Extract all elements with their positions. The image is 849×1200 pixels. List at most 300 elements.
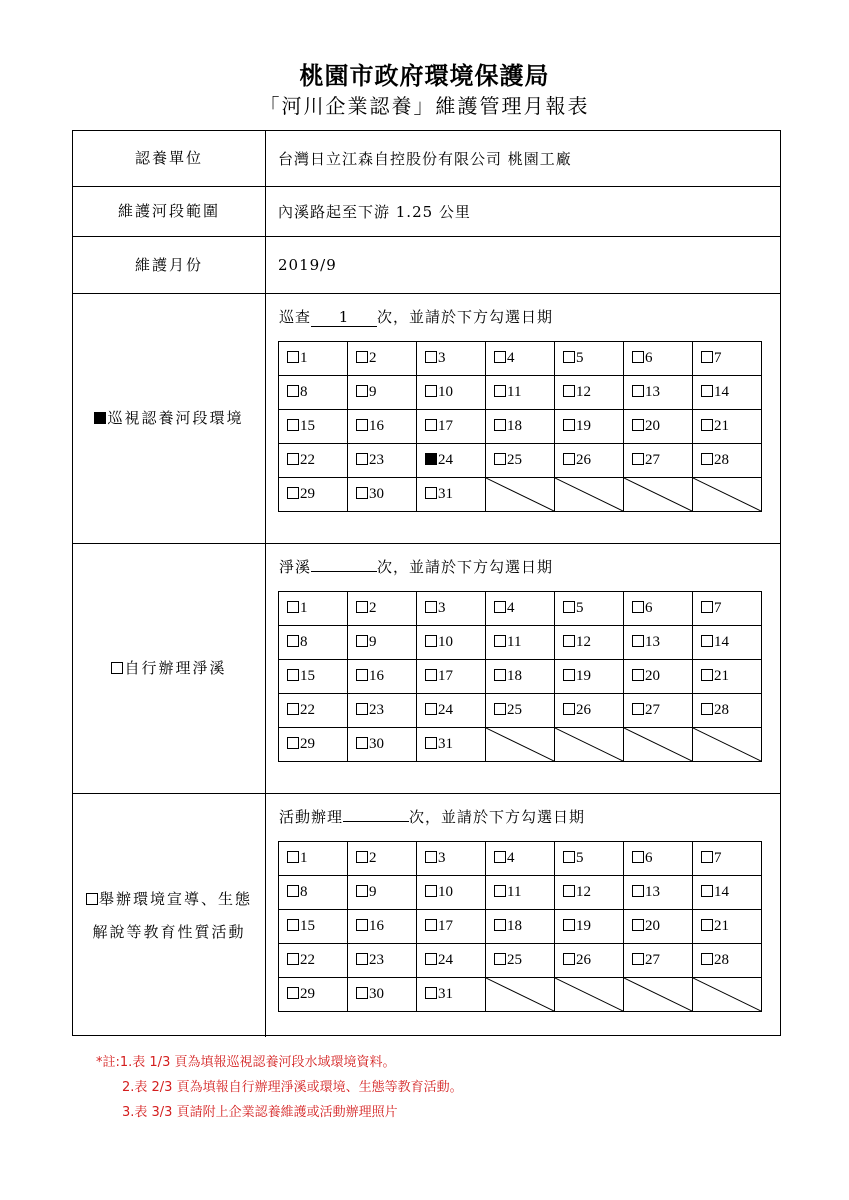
day-checkbox[interactable]: [425, 385, 437, 397]
page-subtitle: 「河川企業認養」維護管理月報表: [259, 94, 590, 118]
day-checkbox[interactable]: [632, 453, 644, 465]
day-label: 30: [369, 486, 384, 502]
patrol-day-17[interactable]: [417, 410, 486, 444]
day-label: 12: [576, 634, 591, 650]
day-checkbox[interactable]: [425, 487, 437, 499]
day-checkbox[interactable]: [287, 703, 299, 715]
day-checkbox[interactable]: [425, 601, 437, 613]
patrol-day-29[interactable]: [279, 478, 348, 512]
day-checkbox[interactable]: [701, 919, 713, 931]
day-label: 29: [300, 486, 315, 502]
day-checkbox[interactable]: [563, 669, 575, 681]
patrol-day-6[interactable]: [624, 342, 693, 376]
day-label: 8: [300, 384, 308, 400]
day-label: 7: [714, 350, 722, 366]
river-range-value[interactable]: 內溪路起至下游 1.25 公里: [278, 203, 471, 221]
cleanup-day-29[interactable]: [279, 728, 348, 762]
day-checkbox[interactable]: [287, 987, 299, 999]
patrol-day-21[interactable]: [693, 410, 762, 444]
day-checkbox[interactable]: [425, 737, 437, 749]
patrol-day-22[interactable]: [279, 444, 348, 478]
education-day-11[interactable]: [486, 876, 555, 910]
page-title: 桃園市政府環境保護局: [299, 61, 550, 90]
day-checkbox[interactable]: [287, 635, 299, 647]
day-label: 4: [507, 850, 515, 866]
day-checkbox[interactable]: [494, 919, 506, 931]
education-day-14[interactable]: [693, 876, 762, 910]
day-label: 21: [714, 668, 729, 684]
education-day-21[interactable]: [693, 910, 762, 944]
day-label: 19: [576, 418, 591, 434]
day-label: 18: [507, 918, 522, 934]
education-day-28[interactable]: [693, 944, 762, 978]
cleanup-day-22[interactable]: [279, 694, 348, 728]
day-label: 2: [369, 850, 377, 866]
month-row: [73, 237, 780, 294]
education-day-12[interactable]: [555, 876, 624, 910]
calendar-row: [279, 944, 762, 978]
cleanup-count-field[interactable]: [311, 571, 377, 572]
day-checkbox[interactable]: [287, 601, 299, 613]
cleanup-day-17[interactable]: [417, 660, 486, 694]
day-checkbox[interactable]: [632, 669, 644, 681]
day-checkbox[interactable]: [287, 419, 299, 431]
cleanup-day-27[interactable]: [624, 694, 693, 728]
day-label: 20: [645, 918, 660, 934]
day-checkbox[interactable]: [356, 453, 368, 465]
education-day-3[interactable]: [417, 842, 486, 876]
cleanup-day-20[interactable]: [624, 660, 693, 694]
adopter-row: [73, 131, 780, 187]
calendar-row: [279, 592, 762, 626]
day-checkbox[interactable]: [494, 419, 506, 431]
day-label: 25: [507, 452, 522, 468]
day-checkbox[interactable]: [425, 635, 437, 647]
cleanup-day-10[interactable]: [417, 626, 486, 660]
cleanup-day-16[interactable]: [348, 660, 417, 694]
education-count-field[interactable]: [343, 821, 409, 822]
education-day-1[interactable]: [279, 842, 348, 876]
education-day-27[interactable]: [624, 944, 693, 978]
day-label: 10: [438, 884, 453, 900]
day-label: 30: [369, 736, 384, 752]
patrol-day-24[interactable]: [417, 444, 486, 478]
diagonal-slash: [555, 978, 623, 1011]
day-checkbox[interactable]: [356, 737, 368, 749]
day-checkbox[interactable]: [287, 885, 299, 897]
cleanup-day-6[interactable]: [624, 592, 693, 626]
day-label: 28: [714, 702, 729, 718]
day-label: 23: [369, 702, 384, 718]
diagonal-slash: [624, 978, 692, 1011]
patrol-day-1[interactable]: [279, 342, 348, 376]
cleanup-day-1[interactable]: [279, 592, 348, 626]
footnote-2: 2.表 2/3 頁為填報自行辦理淨溪或環境、生態等教育活動。: [122, 1080, 463, 1095]
education-day-18[interactable]: [486, 910, 555, 944]
day-label: 19: [576, 668, 591, 684]
education-day-20[interactable]: [624, 910, 693, 944]
day-label: 6: [645, 350, 653, 366]
education-day-13[interactable]: [624, 876, 693, 910]
cleanup-day-2[interactable]: [348, 592, 417, 626]
day-label: 30: [369, 986, 384, 1002]
patrol-prefix: 巡查: [279, 308, 312, 326]
patrol-day-18[interactable]: [486, 410, 555, 444]
day-label: 19: [576, 918, 591, 934]
diagonal-slash: [486, 978, 554, 1011]
day-checkbox[interactable]: [287, 487, 299, 499]
education-day-31[interactable]: [417, 978, 486, 1012]
day-label: 7: [714, 600, 722, 616]
day-checkbox[interactable]: [287, 953, 299, 965]
patrol-count-field[interactable]: 1: [311, 308, 377, 327]
patrol-day-4[interactable]: [486, 342, 555, 376]
day-checkbox[interactable]: [494, 635, 506, 647]
education-checkbox[interactable]: [86, 893, 98, 905]
day-checkbox[interactable]: [356, 351, 368, 363]
education-day-2[interactable]: [348, 842, 417, 876]
day-label: 24: [438, 452, 453, 468]
education-day-23[interactable]: [348, 944, 417, 978]
cleanup-day-28[interactable]: [693, 694, 762, 728]
cleanup-day-21[interactable]: [693, 660, 762, 694]
day-checkbox[interactable]: [701, 385, 713, 397]
empty-day-cell: [555, 728, 624, 762]
education-calendar: [278, 841, 762, 1012]
month-label: 維護月份: [73, 237, 266, 293]
day-checkbox[interactable]: [563, 919, 575, 931]
education-day-29[interactable]: [279, 978, 348, 1012]
education-day-15[interactable]: [279, 910, 348, 944]
day-checkbox[interactable]: [632, 601, 644, 613]
day-checkbox[interactable]: [701, 703, 713, 715]
day-label: 1: [300, 350, 308, 366]
day-label: 23: [369, 452, 384, 468]
day-checkbox[interactable]: [701, 851, 713, 863]
education-day-5[interactable]: [555, 842, 624, 876]
day-label: 31: [438, 486, 453, 502]
day-label: 17: [438, 918, 453, 934]
patrol-day-16[interactable]: [348, 410, 417, 444]
day-label: 15: [300, 668, 315, 684]
cleanup-day-18[interactable]: [486, 660, 555, 694]
day-checkbox[interactable]: [494, 703, 506, 715]
day-checkbox[interactable]: [356, 851, 368, 863]
cleanup-day-30[interactable]: [348, 728, 417, 762]
day-checkbox[interactable]: [494, 953, 506, 965]
day-label: 24: [438, 952, 453, 968]
day-label: 26: [576, 702, 591, 718]
education-label-line2: 解說等教育性質活動: [92, 922, 246, 941]
day-label: 25: [507, 702, 522, 718]
day-checkbox[interactable]: [425, 851, 437, 863]
patrol-day-23[interactable]: [348, 444, 417, 478]
calendar-row: [279, 478, 762, 512]
day-checkbox[interactable]: [563, 601, 575, 613]
patrol-day-8[interactable]: [279, 376, 348, 410]
patrol-day-28[interactable]: [693, 444, 762, 478]
patrol-day-2[interactable]: [348, 342, 417, 376]
patrol-day-13[interactable]: [624, 376, 693, 410]
education-day-24[interactable]: [417, 944, 486, 978]
day-label: 28: [714, 452, 729, 468]
day-label: 12: [576, 884, 591, 900]
cleanup-day-15[interactable]: [279, 660, 348, 694]
day-label: 29: [300, 986, 315, 1002]
day-label: 13: [645, 884, 660, 900]
patrol-day-7[interactable]: [693, 342, 762, 376]
day-checkbox[interactable]: [287, 919, 299, 931]
day-label: 31: [438, 986, 453, 1002]
river-range-row: [73, 187, 780, 237]
cleanup-label: [73, 544, 266, 793]
day-checkbox[interactable]: [356, 987, 368, 999]
empty-day-cell: [486, 478, 555, 512]
day-checkbox[interactable]: [632, 419, 644, 431]
cleanup-day-24[interactable]: [417, 694, 486, 728]
day-label: 15: [300, 918, 315, 934]
day-label: 28: [714, 952, 729, 968]
day-label: 12: [576, 384, 591, 400]
education-day-10[interactable]: [417, 876, 486, 910]
patrol-suffix: 次，並請於下方勾選日期: [377, 308, 554, 326]
cleanup-day-4[interactable]: [486, 592, 555, 626]
empty-day-cell: [624, 478, 693, 512]
cleanup-day-9[interactable]: [348, 626, 417, 660]
day-label: 22: [300, 702, 315, 718]
day-checkbox[interactable]: [701, 953, 713, 965]
cleanup-day-8[interactable]: [279, 626, 348, 660]
day-checkbox[interactable]: [494, 385, 506, 397]
day-checkbox[interactable]: [494, 601, 506, 613]
day-checkbox[interactable]: [425, 669, 437, 681]
education-day-6[interactable]: [624, 842, 693, 876]
day-checkbox[interactable]: [563, 385, 575, 397]
patrol-day-14[interactable]: [693, 376, 762, 410]
day-checkbox[interactable]: [563, 453, 575, 465]
education-day-4[interactable]: [486, 842, 555, 876]
patrol-section: [73, 294, 780, 544]
empty-day-cell: [693, 478, 762, 512]
day-checkbox[interactable]: [356, 953, 368, 965]
day-label: 3: [438, 600, 446, 616]
calendar-row: [279, 342, 762, 376]
day-checkbox[interactable]: [425, 351, 437, 363]
day-checkbox[interactable]: [563, 703, 575, 715]
day-label: 16: [369, 668, 384, 684]
education-day-8[interactable]: [279, 876, 348, 910]
day-checkbox[interactable]: [632, 953, 644, 965]
diagonal-slash: [486, 478, 554, 511]
day-checkbox[interactable]: [356, 487, 368, 499]
day-label: 29: [300, 736, 315, 752]
patrol-day-12[interactable]: [555, 376, 624, 410]
patrol-day-19[interactable]: [555, 410, 624, 444]
cleanup-section: [73, 544, 780, 794]
day-label: 26: [576, 452, 591, 468]
day-label: 9: [369, 884, 377, 900]
education-section: [73, 794, 780, 1037]
cleanup-day-3[interactable]: [417, 592, 486, 626]
patrol-day-25[interactable]: [486, 444, 555, 478]
patrol-count-line: [279, 306, 553, 327]
cleanup-day-23[interactable]: [348, 694, 417, 728]
day-label: 8: [300, 884, 308, 900]
cleanup-day-7[interactable]: [693, 592, 762, 626]
day-checkbox[interactable]: [494, 851, 506, 863]
day-checkbox[interactable]: [563, 351, 575, 363]
day-label: 22: [300, 952, 315, 968]
diagonal-slash: [486, 728, 554, 761]
day-checkbox[interactable]: [287, 453, 299, 465]
education-day-30[interactable]: [348, 978, 417, 1012]
day-label: 18: [507, 668, 522, 684]
day-checkbox[interactable]: [287, 851, 299, 863]
day-label: 23: [369, 952, 384, 968]
diagonal-slash: [693, 478, 761, 511]
day-checkbox[interactable]: [632, 919, 644, 931]
footnotes: [96, 1050, 463, 1125]
day-checkbox[interactable]: [563, 851, 575, 863]
education-label-line1: 舉辦環境宣導、生態: [98, 889, 252, 908]
day-label: 14: [714, 384, 729, 400]
empty-day-cell: [555, 478, 624, 512]
cleanup-suffix: 次，並請於下方勾選日期: [377, 558, 554, 576]
day-checkbox[interactable]: [494, 885, 506, 897]
day-checkbox[interactable]: [701, 669, 713, 681]
day-label: 1: [300, 600, 308, 616]
cleanup-day-5[interactable]: [555, 592, 624, 626]
day-checkbox[interactable]: [563, 635, 575, 647]
patrol-day-15[interactable]: [279, 410, 348, 444]
patrol-day-30[interactable]: [348, 478, 417, 512]
day-checkbox[interactable]: [287, 351, 299, 363]
cleanup-day-19[interactable]: [555, 660, 624, 694]
day-checkbox[interactable]: [701, 351, 713, 363]
patrol-day-9[interactable]: [348, 376, 417, 410]
education-day-9[interactable]: [348, 876, 417, 910]
day-checkbox[interactable]: [356, 385, 368, 397]
day-label: 2: [369, 350, 377, 366]
day-checkbox[interactable]: [356, 419, 368, 431]
education-day-26[interactable]: [555, 944, 624, 978]
day-checkbox[interactable]: [287, 669, 299, 681]
day-label: 14: [714, 884, 729, 900]
day-label: 9: [369, 634, 377, 650]
day-checkbox[interactable]: [494, 351, 506, 363]
day-checkbox[interactable]: [632, 351, 644, 363]
cleanup-label-text: 自行辦理淨溪: [124, 659, 227, 677]
day-checkbox[interactable]: [425, 453, 437, 465]
education-suffix: 次，並請於下方勾選日期: [409, 808, 586, 826]
day-checkbox[interactable]: [632, 703, 644, 715]
calendar-row: [279, 444, 762, 478]
day-checkbox[interactable]: [494, 453, 506, 465]
day-checkbox[interactable]: [701, 601, 713, 613]
patrol-day-26[interactable]: [555, 444, 624, 478]
cleanup-day-12[interactable]: [555, 626, 624, 660]
patrol-day-20[interactable]: [624, 410, 693, 444]
day-checkbox[interactable]: [287, 737, 299, 749]
day-label: 27: [645, 702, 660, 718]
cleanup-prefix: 淨溪: [279, 558, 312, 576]
education-day-22[interactable]: [279, 944, 348, 978]
patrol-checkbox[interactable]: [94, 412, 106, 424]
day-checkbox[interactable]: [356, 635, 368, 647]
day-checkbox[interactable]: [425, 953, 437, 965]
day-label: 21: [714, 418, 729, 434]
cleanup-day-26[interactable]: [555, 694, 624, 728]
patrol-day-11[interactable]: [486, 376, 555, 410]
day-label: 2: [369, 600, 377, 616]
day-label: 13: [645, 384, 660, 400]
patrol-day-27[interactable]: [624, 444, 693, 478]
day-checkbox[interactable]: [563, 953, 575, 965]
day-checkbox[interactable]: [425, 419, 437, 431]
calendar-row: [279, 694, 762, 728]
day-checkbox[interactable]: [632, 635, 644, 647]
day-checkbox[interactable]: [356, 601, 368, 613]
education-day-7[interactable]: [693, 842, 762, 876]
day-checkbox[interactable]: [356, 885, 368, 897]
day-label: 17: [438, 668, 453, 684]
education-day-17[interactable]: [417, 910, 486, 944]
day-checkbox[interactable]: [287, 385, 299, 397]
day-checkbox[interactable]: [701, 419, 713, 431]
education-day-19[interactable]: [555, 910, 624, 944]
empty-day-cell: [624, 728, 693, 762]
day-checkbox[interactable]: [494, 669, 506, 681]
day-checkbox[interactable]: [425, 703, 437, 715]
day-checkbox[interactable]: [356, 669, 368, 681]
education-day-25[interactable]: [486, 944, 555, 978]
day-checkbox[interactable]: [632, 851, 644, 863]
adopter-value[interactable]: 台灣日立江森自控股份有限公司 桃園工廠: [278, 150, 572, 168]
day-label: 11: [507, 634, 522, 650]
day-label: 25: [507, 952, 522, 968]
day-label: 24: [438, 702, 453, 718]
cleanup-day-13[interactable]: [624, 626, 693, 660]
cleanup-checkbox[interactable]: [111, 662, 123, 674]
day-checkbox[interactable]: [356, 919, 368, 931]
day-checkbox[interactable]: [563, 419, 575, 431]
day-checkbox[interactable]: [356, 703, 368, 715]
cleanup-day-31[interactable]: [417, 728, 486, 762]
day-checkbox[interactable]: [701, 635, 713, 647]
day-checkbox[interactable]: [425, 987, 437, 999]
education-day-16[interactable]: [348, 910, 417, 944]
day-label: 31: [438, 736, 453, 752]
day-checkbox[interactable]: [701, 453, 713, 465]
patrol-day-31[interactable]: [417, 478, 486, 512]
patrol-day-5[interactable]: [555, 342, 624, 376]
cleanup-day-11[interactable]: [486, 626, 555, 660]
month-value[interactable]: 2019/9: [278, 256, 337, 274]
patrol-day-3[interactable]: [417, 342, 486, 376]
patrol-day-10[interactable]: [417, 376, 486, 410]
adopter-label: 認養單位: [73, 131, 266, 186]
calendar-row: [279, 978, 762, 1012]
day-checkbox[interactable]: [563, 885, 575, 897]
day-checkbox[interactable]: [701, 885, 713, 897]
day-label: 1: [300, 850, 308, 866]
cleanup-day-25[interactable]: [486, 694, 555, 728]
day-checkbox[interactable]: [632, 885, 644, 897]
cleanup-day-14[interactable]: [693, 626, 762, 660]
day-checkbox[interactable]: [425, 885, 437, 897]
day-checkbox[interactable]: [425, 919, 437, 931]
day-checkbox[interactable]: [632, 385, 644, 397]
